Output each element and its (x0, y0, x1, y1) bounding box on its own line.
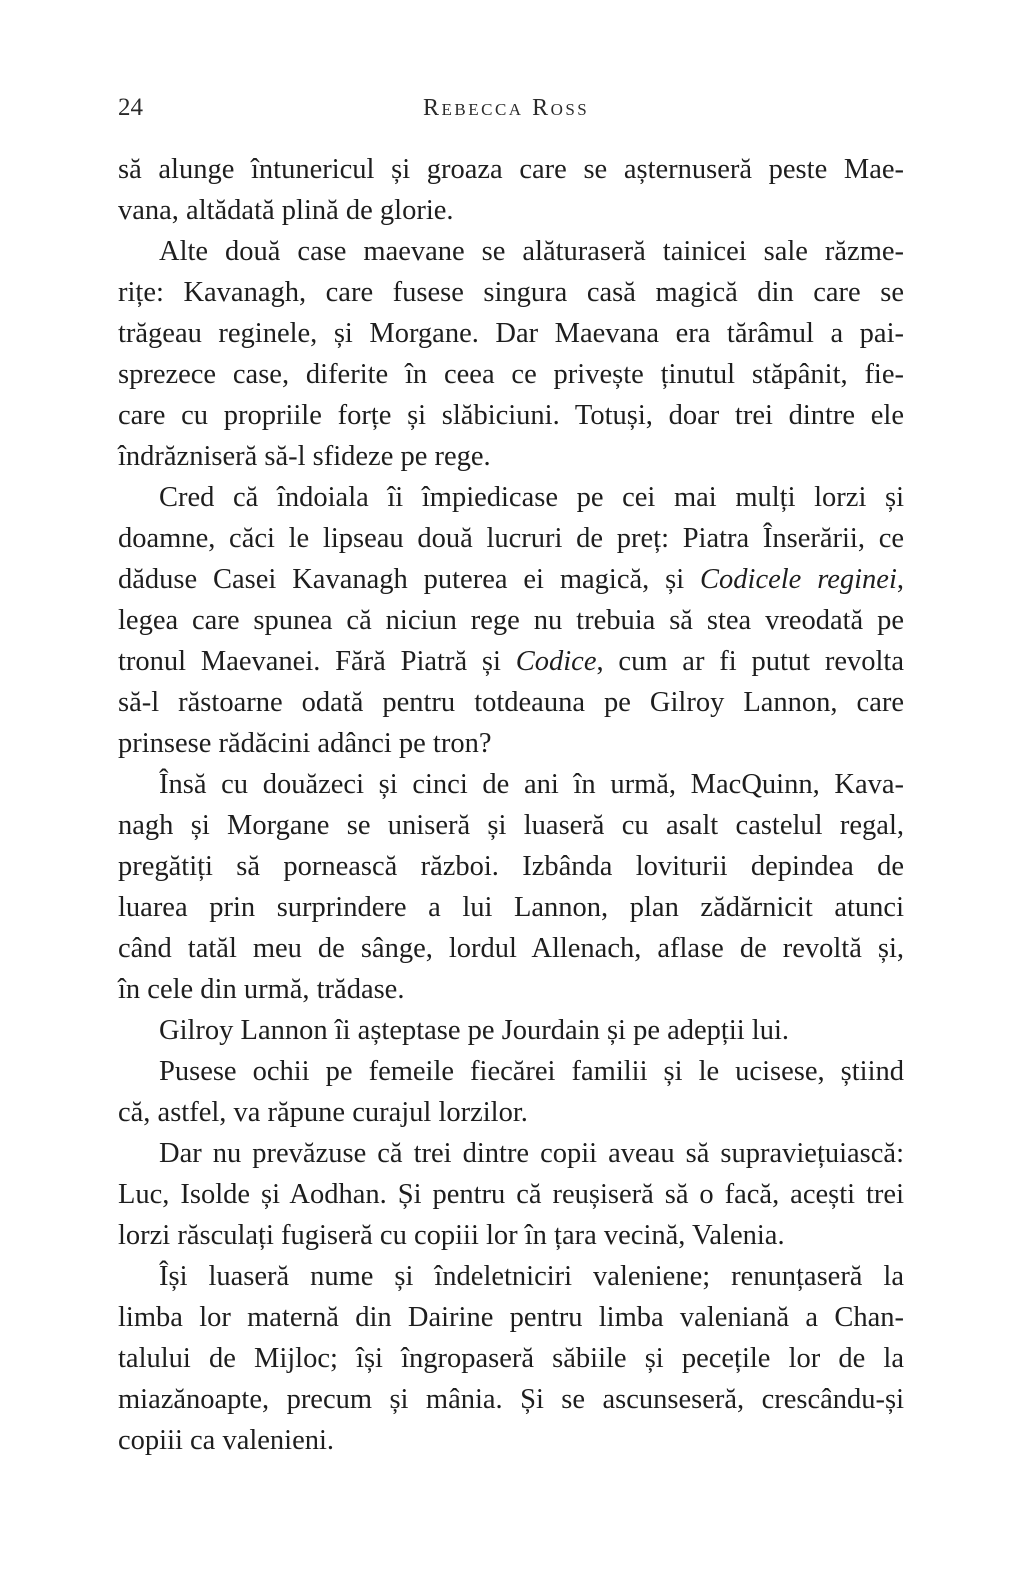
text-line: Însă cu douăzeci și cinci de ani în urmă, MacQuinn, Kava- (159, 769, 904, 800)
text-line: să-l răstoarne odată pentru totdeauna pe Gilroy Lannon, care (118, 687, 904, 718)
text-line: sprezece case, diferite în ceea ce privește ținutul stăpânit, fie- (118, 359, 904, 390)
text-run: dăduse Casei Kavanagh puterea ei magică, și (118, 564, 701, 595)
italic-title: Codicele reginei (700, 564, 897, 595)
text-line: Cred că îndoiala îi împiedicase pe cei mai mulți lorzi și (159, 482, 904, 513)
text-line: legea care spunea că niciun rege nu trebuia să stea vreodată pe (118, 605, 904, 636)
text-line: lorzi răsculați fugiseră cu copiii lor în țara vecină, Valenia. (118, 1220, 785, 1251)
text-run: , cum ar fi putut revolta (596, 646, 904, 677)
text-line: Își luaseră nume și îndeletniciri valeniene; renunțaseră la (159, 1261, 904, 1292)
text-line: vana, altădată plină de glorie. (118, 195, 454, 226)
text-run: tronul Maevanei. Fără Piatră și (118, 646, 516, 677)
text-line: că, astfel, va răpune curajul lorzilor. (118, 1097, 528, 1128)
text-line: trăgeau reginele, și Morgane. Dar Maevana era tărâmul a pai- (118, 318, 904, 349)
italic-title: Codice (515, 646, 597, 677)
text-line: Pusese ochii pe femeile fiecărei familii și le ucisese, știind (159, 1056, 904, 1087)
text-line: prinsese rădăcini adânci pe tron? (118, 728, 492, 759)
text-line: luarea prin surprindere a lui Lannon, plan zădărnicit atunci (118, 892, 904, 923)
text-line: limba lor maternă din Dairine pentru limba valeniană a Chan- (118, 1302, 904, 1333)
text-line: care cu propriile forțe și slăbiciuni. Totuși, doar trei dintre ele (118, 400, 904, 431)
text-line: talului de Mijloc; își îngropaseră săbiile și pecețile lor de la (118, 1343, 904, 1374)
text-line (118, 641, 904, 682)
text-line: rițe: Kavanagh, care fusese singura casă magică din care se (118, 277, 904, 308)
text-line: în cele din urmă, trădase. (118, 974, 405, 1005)
text-line (118, 559, 904, 600)
text-line: Alte două case maevane se alăturaseră tainicei sale răzme- (159, 236, 904, 267)
text-line: când tatăl meu de sânge, lordul Allenach, aflase de revoltă și, (118, 933, 904, 964)
text-line: Dar nu prevăzuse că trei dintre copii aveau să supraviețuiască: (159, 1138, 904, 1169)
text-line: pregătiți să pornească război. Izbânda loviturii depindea de (118, 851, 904, 882)
text-line: îndrăzniseră să-l sfideze pe rege. (118, 441, 491, 472)
running-header (118, 90, 904, 126)
text-line: doamne, căci le lipseau două lucruri de preț: Piatra Înserării, ce (118, 523, 904, 554)
page-number: 24 (118, 94, 143, 121)
text-line: nagh și Morgane se uniseră și luaseră cu asalt castelul regal, (118, 810, 904, 841)
running-head-author: Rebecca Ross (423, 95, 590, 121)
text-line: Gilroy Lannon îi așteptase pe Jourdain și pe adepții lui. (159, 1015, 790, 1046)
text-line: Luc, Isolde și Aodhan. Și pentru că reușiseră să o facă, acești trei (118, 1179, 904, 1210)
text-run: , (896, 564, 904, 595)
text-line: miazănoapte, precum și mânia. Și se ascunseseră, crescându-și (118, 1384, 904, 1415)
text-line: să alunge întunericul și groaza care se așternuseră peste Mae- (118, 154, 904, 185)
body-text (118, 149, 904, 1461)
text-line: copiii ca valenieni. (118, 1425, 335, 1456)
